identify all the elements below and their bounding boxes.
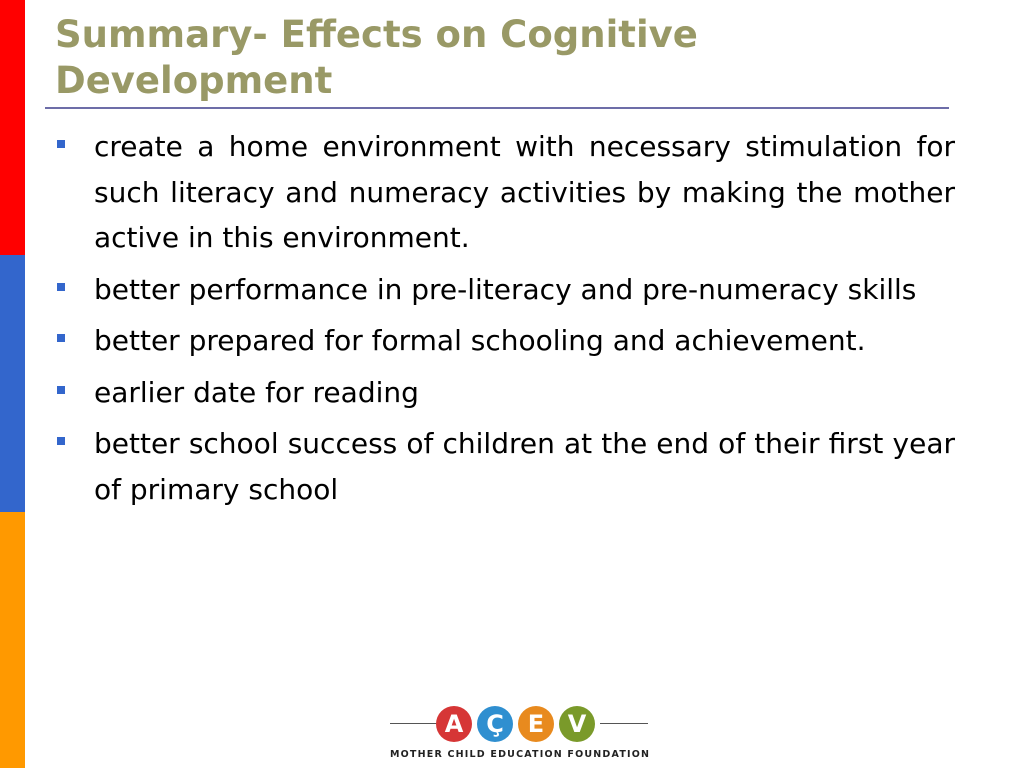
slide-title: Summary- Effects on Cognitive Development [55,13,698,102]
list-item [55,267,955,313]
bullet-text: earlier date for reading [94,375,419,409]
logo-tagline: MOTHER CHILD EDUCATION FOUNDATION [390,749,651,760]
bullet-list [55,124,955,518]
logo-letter-v: V [559,706,595,742]
bullet-text: better prepared for formal schooling and achievement. [94,324,866,357]
list-item [55,318,955,364]
square-bullet-icon [57,386,65,394]
square-bullet-icon [57,437,65,445]
list-item [55,370,955,416]
logo-line-right [600,723,648,724]
logo-line-left [390,723,438,724]
square-bullet-icon [57,140,65,148]
side-band-orange [0,512,25,768]
side-band-blue [0,255,25,512]
square-bullet-icon [57,334,65,342]
square-bullet-icon [57,283,65,291]
list-item [55,124,955,261]
bullet-text: better school success of children at the end of their first year of primary school [94,427,955,506]
bullet-text: create a home environment with necessary stimulation for such literacy and numeracy activities by making the mother active in this environment. [94,130,955,254]
logo-letter-c: Ç [477,706,513,742]
title-underline [45,107,949,109]
list-item [55,421,955,512]
side-band-red [0,0,25,255]
acev-logo [390,700,651,762]
logo-letter-e: E [518,706,554,742]
bullet-text: better performance in pre-literacy and pre-numeracy skills [94,272,917,306]
logo-letter-a: A [436,706,472,742]
